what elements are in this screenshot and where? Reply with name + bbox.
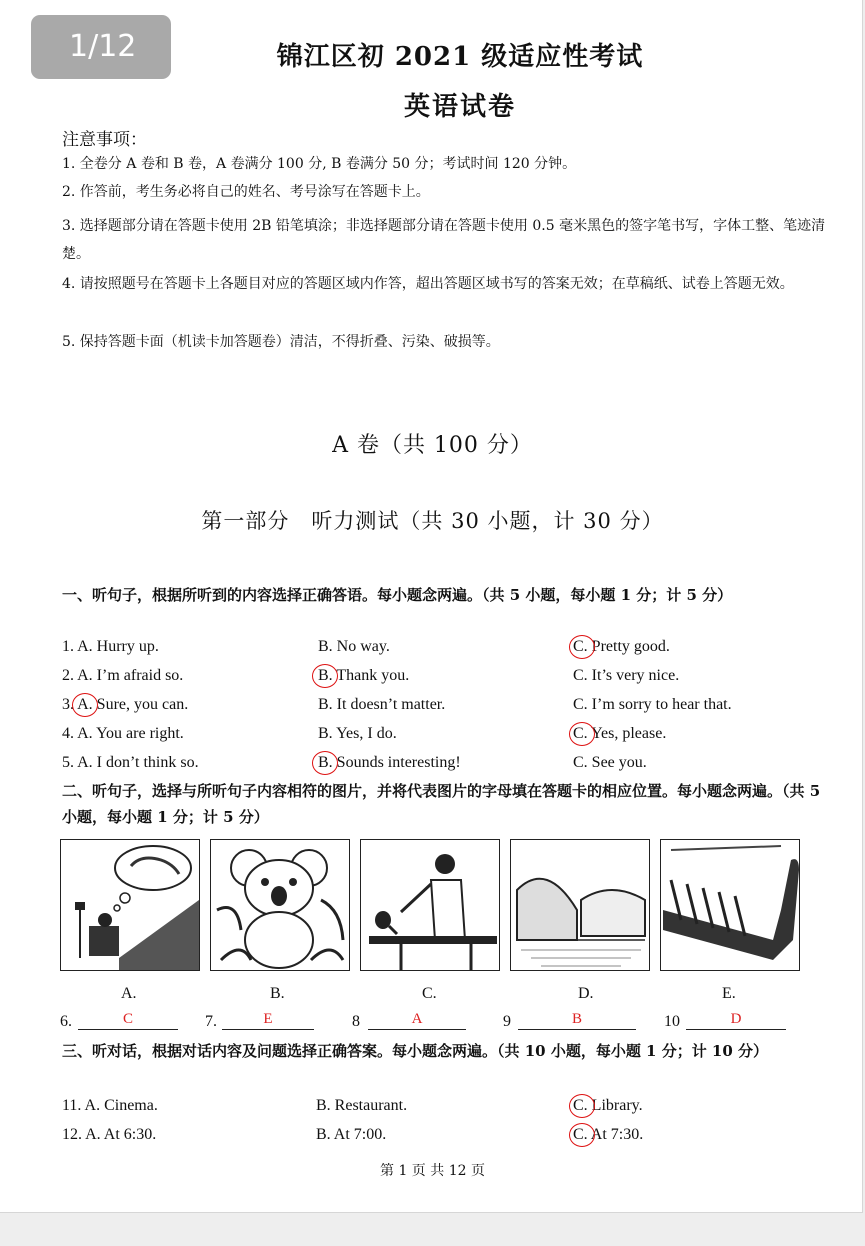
blank-8	[368, 1011, 466, 1030]
blank-8-answer: A	[411, 1011, 423, 1027]
page-footer: 第 1 页 共 12 页	[380, 1163, 485, 1179]
picture-b-koala	[210, 839, 350, 971]
q12-option-b: B. At 7:00.	[316, 1126, 387, 1143]
q5-option-b: B. Sounds interesting!	[318, 754, 461, 771]
blank-6-answer: C	[122, 1011, 133, 1027]
answer-circle-q2	[312, 664, 338, 688]
notice-1: 1. 全卷分 A 卷和 B 卷，A 卷满分 100 分, B 卷满分 50 分；考试时间 120 分钟。	[62, 156, 577, 172]
q3-option-c: C. I’m sorry to hear that.	[573, 696, 732, 713]
notice-3: 3. 选择题部分请在答题卡使用 2B 铅笔填涂；非选择题部分请在答题卡使用 0.5 毫米黑色的签字笔书写，字体工整、笔迹清楚。	[62, 218, 826, 262]
picture-e-dragon-boat	[660, 839, 800, 971]
blank-7	[222, 1011, 314, 1030]
picture-label-e: E.	[722, 985, 736, 1002]
answer-circle-q12	[569, 1123, 595, 1147]
q5-option-a: 5. A. I don’t think so.	[62, 754, 199, 771]
page-indicator: 1/12	[31, 15, 171, 79]
q1-option-a: 1. A. Hurry up.	[62, 638, 159, 655]
q4-option-a: 4. A. You are right.	[62, 725, 184, 742]
part1-title: 第一部分 听力测试（共 30 小题，计 30 分）	[201, 509, 664, 533]
q11-option-c: C. Library.	[573, 1097, 643, 1114]
notice-4: 4. 请按照题号在答题卡上各题目对应的答题区域内作答，超出答题区域书写的答案无效；在草稿纸、试卷上答题无效。	[62, 276, 794, 292]
picture-label-b: B.	[270, 985, 285, 1002]
q2-option-c: C. It’s very nice.	[573, 667, 680, 684]
notice-5: 5. 保持答题卡面（机读卡加答题卷）清洁，不得折叠、污染、破损等。	[62, 334, 500, 350]
blank-9	[518, 1011, 636, 1030]
exam-subtitle: 英语试卷	[403, 92, 516, 122]
q5-option-c: C. See you.	[573, 754, 647, 771]
blank-9-number: 9	[503, 1013, 511, 1030]
q4-option-b: B. Yes, I do.	[318, 725, 397, 742]
blank-7-number: 7.	[205, 1013, 217, 1030]
q12-option-c: C. At 7:30.	[573, 1126, 644, 1143]
instruction-2: 二、听句子，选择与所听句子内容相符的图片，并将代表图片的字母填在答题卡的相应位置。每小题念两遍。（共 5 小题，每小题 1 分；计 5 分）	[62, 782, 821, 826]
blank-6	[78, 1011, 178, 1030]
q4-option-c: C. Yes, please.	[573, 725, 667, 742]
exam-title: 锦江区初 2021 级适应性考试	[276, 42, 644, 72]
q3-option-b: B. It doesn’t matter.	[318, 696, 446, 713]
instruction-3: 三、听对话，根据对话内容及问题选择正确答案。每小题念两遍。（共 10 小题，每小题 1 分；计 10 分）	[62, 1042, 769, 1060]
section-a-title: A 卷（共 100 分）	[332, 433, 533, 458]
q12-option-a: 12. A. At 6:30.	[62, 1126, 157, 1143]
answer-circle-q4	[569, 722, 595, 746]
q1-option-b: B. No way.	[318, 638, 390, 655]
answer-circle-q11	[569, 1094, 595, 1118]
answer-circle-q3	[72, 693, 98, 717]
picture-label-d: D.	[578, 985, 594, 1002]
q11-option-a: 11. A. Cinema.	[62, 1097, 158, 1114]
notice-2: 2. 作答前，考生务必将自己的姓名、考号涂写在答题卡上。	[62, 184, 430, 200]
picture-label-a: A.	[121, 985, 137, 1002]
blank-10-number: 10	[664, 1013, 680, 1030]
picture-c-table-tennis	[360, 839, 500, 971]
picture-d-stadium	[510, 839, 650, 971]
blank-10-answer: D	[730, 1011, 742, 1027]
q1-option-c: C. Pretty good.	[573, 638, 670, 655]
instruction-1: 一、听句子，根据所听到的内容选择正确答语。每小题念两遍。（共 5 小题，每小题 1 分；计 5 分）	[62, 586, 733, 604]
q2-option-b: B. Thank you.	[318, 667, 410, 684]
blank-9-answer: B	[571, 1011, 582, 1027]
picture-label-c: C.	[422, 985, 437, 1002]
picture-a-person-dreaming	[60, 839, 200, 971]
answer-circle-q5	[312, 751, 338, 775]
q11-option-b: B. Restaurant.	[316, 1097, 408, 1114]
blank-6-number: 6.	[60, 1013, 72, 1030]
q3-option-a: 3. A. Sure, you can.	[62, 696, 189, 713]
blank-10	[686, 1011, 786, 1030]
blank-7-answer: E	[263, 1011, 273, 1027]
answer-circle-q1	[569, 635, 595, 659]
notice-heading: 注意事项：	[62, 130, 147, 150]
q2-option-a: 2. A. I’m afraid so.	[62, 667, 184, 684]
blank-8-number: 8	[352, 1013, 360, 1030]
